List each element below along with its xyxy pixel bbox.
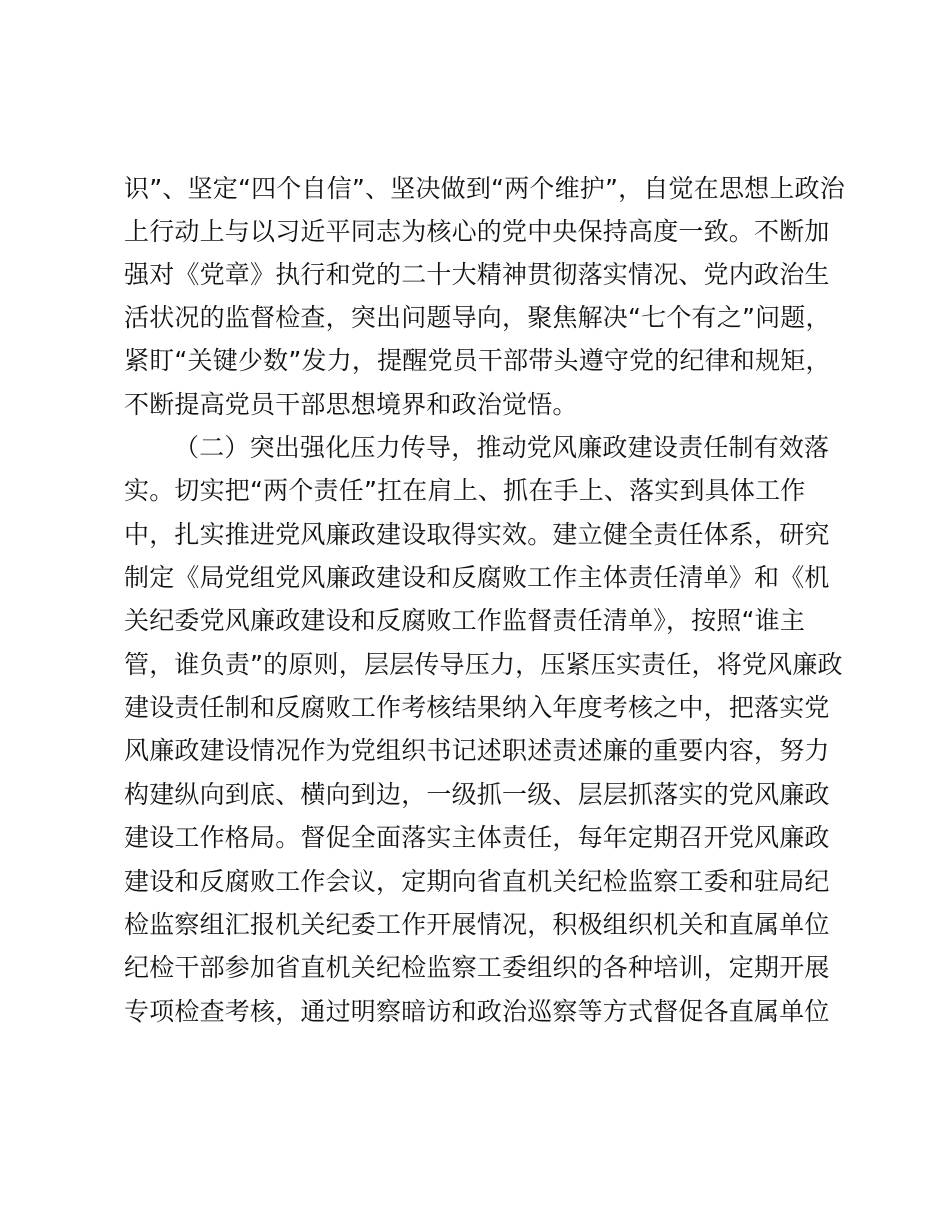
text-line: 风廉政建设情况作为党组织书记述职述责述廉的重要内容，努力 <box>124 736 830 765</box>
text-line: 上行动上与以习近平同志为核心的党中央保持高度一致。不断加 <box>124 217 830 246</box>
text-line: 纪检干部参加省直机关纪检监察工委组织的各种培训，定期开展 <box>124 953 830 982</box>
text-line: 建设和反腐败工作会议，定期向省直机关纪检监察工委和驻局纪 <box>124 867 830 896</box>
text-line: 中，扎实推进党风廉政建设取得实效。建立健全责任体系，研究 <box>124 520 830 549</box>
text-line: 专项检查考核，通过明察暗访和政治巡察等方式督促各直属单位 <box>124 997 830 1026</box>
text-line: 关纪委党风廉政建设和反腐败工作监督责任清单》，按照“谁主 <box>124 606 806 635</box>
text-line: 制定《局党组党风廉政建设和反腐败工作主体责任清单》和《机 <box>124 563 830 592</box>
text-line: 检监察组汇报机关纪委工作开展情况，积极组织机关和直属单位 <box>124 910 830 939</box>
text-line: 活状况的监督检查，突出问题导向，聚焦解决“七个有之”问题， <box>124 303 831 332</box>
section-heading-line: （二）突出强化压力传导，推动党风廉政建设责任制有效落 <box>174 433 830 462</box>
text-line: 不断提高党员干部思想境界和政治觉悟。 <box>124 390 578 419</box>
text-line: 管，谁负责”的原则，层层传导压力，压紧压实责任，将党风廉政 <box>124 650 843 679</box>
text-line: 实。切实把“两个责任”扛在肩上、抓在手上、落实到具体工作 <box>124 476 806 505</box>
text-line: 建设责任制和反腐败工作考核结果纳入年度考核之中，把落实党 <box>124 693 830 722</box>
text-line: 构建纵向到底、横向到边，一级抓一级、层层抓落实的党风廉政 <box>124 780 830 809</box>
text-line: 强对《党章》执行和党的二十大精神贯彻落实情况、党内政治生 <box>124 260 830 289</box>
text-line: 紧盯“关键少数”发力，提醒党员干部带头遵守党的纪律和规矩， <box>124 346 831 375</box>
text-line: 识”、坚定“四个自信”、坚决做到“两个维护”，自觉在思想上政治 <box>124 174 845 203</box>
text-line: 建设工作格局。督促全面落实主体责任，每年定期召开党风廉政 <box>124 823 830 852</box>
